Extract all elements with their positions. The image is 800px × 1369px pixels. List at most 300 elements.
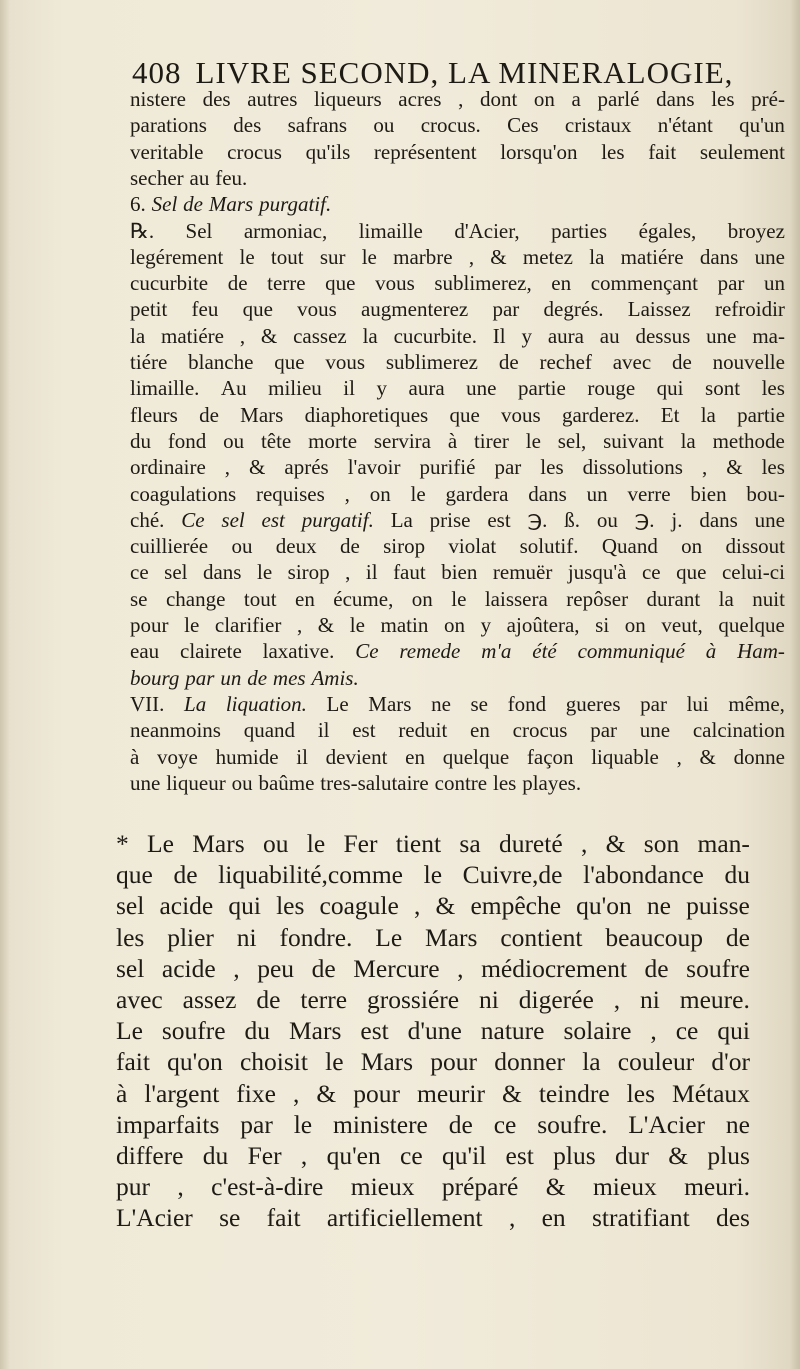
text-line [130, 665, 785, 691]
word: vous [375, 271, 415, 296]
word: du [202, 1141, 229, 1170]
word: j. [671, 507, 683, 532]
text-line [116, 1109, 750, 1140]
text-line [116, 984, 750, 1015]
word: laissera [484, 586, 548, 611]
text-line [116, 1140, 750, 1171]
word: gardera [445, 481, 509, 506]
text-line [116, 828, 750, 859]
word: pur [116, 1172, 150, 1202]
word: partie [518, 376, 566, 401]
text-line [116, 1171, 750, 1202]
word: ce [130, 560, 149, 585]
word: se [219, 1203, 241, 1233]
word: ou [373, 113, 395, 138]
word: en [405, 744, 425, 769]
word: nuit [752, 586, 785, 611]
word: qu'un [739, 113, 785, 138]
word: clarifier [214, 613, 282, 637]
word: meuri. [684, 1172, 750, 1202]
text-line [116, 890, 750, 921]
text-line [130, 586, 785, 612]
text-line [130, 270, 785, 296]
word: purifié [419, 455, 476, 480]
word: calcination [692, 718, 785, 743]
word: aura [408, 376, 445, 401]
word: , [701, 455, 708, 480]
word: est [487, 507, 511, 532]
word: acres [398, 87, 442, 111]
word: parlé [597, 87, 640, 111]
word: dans [699, 507, 738, 532]
word: Ce [181, 507, 205, 532]
word: petit [130, 297, 168, 322]
word: dans [202, 560, 242, 585]
word: qui [228, 891, 261, 921]
word: nouvelle [712, 350, 785, 374]
word: Sel [185, 218, 213, 243]
word: Mars [360, 1047, 414, 1077]
word: couleur [617, 1047, 695, 1077]
word: , [676, 744, 682, 769]
word: partie [737, 402, 785, 427]
word: feu [191, 297, 219, 322]
word: & [668, 1141, 689, 1170]
word: ß. [564, 507, 580, 532]
word: degrés. [543, 297, 604, 322]
word: cristaux [564, 113, 632, 138]
word: les [540, 455, 564, 480]
word: sel [116, 891, 145, 921]
word: par [185, 665, 215, 690]
word: & [260, 323, 278, 348]
word: , [345, 560, 351, 585]
word: tient [395, 829, 442, 858]
word: en [470, 718, 490, 743]
word: liquation. [225, 691, 307, 716]
word: Mars [368, 691, 412, 716]
word: mieux [592, 1172, 657, 1202]
word: ne [431, 691, 451, 716]
text-line [116, 1015, 750, 1046]
word: Sel [151, 192, 178, 217]
word: Il [492, 323, 506, 348]
word: par [590, 718, 618, 743]
word: façon [526, 744, 574, 769]
word: * [116, 829, 129, 858]
word: sa [459, 829, 481, 858]
text-line [130, 165, 785, 191]
word: ministere [332, 1109, 428, 1139]
word: tirer [473, 428, 509, 453]
word: fait [116, 1047, 150, 1077]
word: , [300, 1141, 308, 1170]
word: feu. [215, 165, 248, 190]
word: Ces [507, 113, 539, 138]
word: suivant [603, 428, 664, 453]
word: le [239, 244, 255, 269]
word: servira [373, 428, 431, 453]
word: rouge [587, 376, 636, 401]
text-line [116, 953, 750, 984]
page-number: 408 [132, 55, 182, 90]
word: sur [319, 244, 346, 269]
word: terre [267, 271, 306, 296]
word: qu'on [576, 891, 632, 921]
word: que [325, 271, 356, 296]
word: le [361, 244, 377, 269]
word: verre [627, 481, 671, 506]
word: assez [182, 985, 237, 1014]
word: aprés [284, 455, 329, 480]
word: requises [255, 481, 325, 506]
text-line [130, 191, 785, 217]
word: ce [675, 1016, 699, 1046]
word: crocus. [420, 113, 481, 138]
word: n'étant [657, 113, 713, 138]
word: fond [167, 428, 207, 453]
word: le [451, 586, 467, 611]
word: refroidir [714, 297, 785, 322]
word: plus [553, 1141, 596, 1170]
word: la [130, 323, 146, 348]
word: solutif. [519, 534, 579, 559]
word: baûme [258, 770, 315, 795]
word: ou [231, 534, 253, 559]
word: dont [479, 87, 518, 111]
word: liquable [591, 744, 659, 769]
word: de [339, 534, 360, 559]
word: une [754, 244, 785, 269]
word: limaille. [130, 376, 200, 401]
word: soufre [686, 953, 750, 983]
word: remuër [492, 560, 553, 585]
text-line [130, 296, 785, 322]
word: d'or [711, 1047, 750, 1077]
word: dureté [498, 829, 563, 858]
word: armoniac, [243, 218, 328, 243]
word: matin [380, 613, 429, 637]
word: la [582, 1047, 601, 1077]
word: quand [243, 718, 296, 743]
text-line [130, 744, 785, 770]
word: VII. [130, 691, 165, 716]
word: qu'il [441, 1141, 487, 1170]
word: sirop [383, 534, 426, 559]
word: le [349, 613, 365, 637]
word: une [466, 376, 497, 401]
word: reduit [398, 718, 448, 743]
word: le [525, 428, 541, 453]
word: de [725, 922, 750, 952]
word: tête [260, 428, 292, 453]
word: fondre. [279, 922, 353, 952]
word: la [680, 428, 696, 453]
word: des [715, 1203, 750, 1233]
word: La [390, 507, 413, 532]
word: cuillierée [130, 534, 209, 559]
word: Cuivre,de [462, 860, 563, 890]
word: tiére [130, 350, 168, 374]
word: ne [725, 1109, 750, 1139]
word: faut [393, 560, 426, 585]
text-line [116, 1202, 750, 1233]
word: qui [717, 1016, 750, 1046]
word: qu'en [326, 1141, 381, 1170]
word: Laissez [627, 297, 691, 322]
word: fixe [236, 1078, 276, 1108]
word: Mars [240, 402, 284, 427]
word: au [189, 165, 210, 190]
word: change [165, 586, 226, 611]
word: de [199, 402, 219, 427]
word: pré- [751, 87, 785, 111]
word: , [344, 481, 350, 506]
word: ℞. [130, 218, 155, 243]
text-line [130, 454, 785, 480]
word: Au [220, 376, 247, 401]
word: en [295, 586, 315, 611]
word: vous [325, 350, 366, 374]
word: ce [493, 1109, 517, 1139]
word: L'Acier [116, 1203, 193, 1233]
word: est [505, 1141, 534, 1170]
text-line [130, 533, 785, 559]
word: ou [231, 770, 253, 795]
word: violat [448, 534, 497, 559]
word: de [256, 985, 281, 1014]
word: repôser [566, 586, 629, 611]
word: vous [297, 297, 337, 322]
word: liqueur [166, 770, 226, 795]
word: pour [430, 1047, 478, 1077]
word: commençant [590, 271, 698, 296]
text-line [116, 1078, 750, 1109]
word: ché. [130, 507, 165, 532]
word: que [116, 860, 153, 890]
word: Métaux [672, 1078, 750, 1108]
word: a [571, 87, 581, 111]
word: avec [116, 985, 163, 1014]
word: diaphoretiques [304, 402, 429, 427]
word: on [369, 481, 391, 506]
word: dissout [725, 534, 785, 559]
word: le [293, 1109, 313, 1139]
word: & [545, 1172, 566, 1202]
word: sublimerez, [434, 271, 532, 296]
text-line [130, 402, 785, 428]
word: de [311, 953, 336, 983]
word: pour [353, 1078, 400, 1108]
word: d'Acier, [454, 218, 520, 243]
word: par [640, 691, 667, 716]
word: ordinaire [130, 455, 206, 480]
word: tres-salutaire [320, 770, 429, 795]
word: rechef [539, 350, 592, 374]
word: morte [308, 428, 358, 453]
word: fond [507, 691, 547, 716]
word: voye [157, 744, 198, 769]
word: du [130, 428, 151, 453]
text-line [130, 428, 785, 454]
word: quelque [442, 744, 510, 769]
word: dans [656, 87, 695, 111]
word: Le [116, 1016, 143, 1046]
word: c'est-à-dire [211, 1172, 324, 1202]
text-line [130, 139, 785, 165]
word: en [551, 271, 572, 296]
word: plus [707, 1141, 750, 1170]
word: vous [501, 402, 541, 427]
text-line [130, 717, 785, 743]
word: y [376, 376, 387, 401]
text-line [130, 770, 785, 796]
word: il [343, 376, 355, 401]
word: nature [480, 1016, 545, 1046]
word: écume, [333, 586, 394, 611]
word: legérement [130, 244, 224, 269]
word: milieu [268, 376, 322, 401]
text-line [130, 612, 785, 638]
word: la [700, 402, 716, 427]
word: crocus [512, 718, 568, 743]
text-line [130, 691, 785, 717]
word: au [599, 323, 620, 348]
word: on [443, 613, 465, 637]
word: , [413, 891, 421, 921]
word: , [458, 87, 464, 111]
word: Fer [247, 1141, 282, 1170]
word: les [116, 922, 145, 952]
word: humide [215, 744, 279, 769]
word: clairete [180, 639, 242, 664]
text-line [130, 323, 785, 349]
text-line [130, 218, 785, 244]
word: sel, [557, 428, 587, 453]
word: sirop [287, 560, 330, 585]
word: soufre [161, 1016, 226, 1046]
word: Mercure [353, 953, 440, 983]
word: , [468, 244, 475, 269]
text-line [116, 1046, 750, 1077]
word: playes. [522, 770, 582, 795]
word: les [601, 139, 625, 164]
word: si [595, 613, 610, 637]
word: lorsqu'on [500, 139, 578, 164]
word: veritable [130, 139, 204, 164]
word: durant [646, 586, 701, 611]
word: , [296, 613, 303, 637]
word: & [726, 455, 743, 480]
word: & [490, 244, 507, 269]
word: puisse [686, 891, 750, 921]
word: La [184, 691, 207, 716]
text-line [130, 481, 785, 507]
word: les [761, 376, 785, 401]
word: imparfaits [116, 1109, 220, 1139]
word: un [586, 481, 608, 506]
word: Amis. [311, 665, 359, 690]
word: des [233, 113, 262, 138]
word: mes [272, 665, 306, 690]
word: & [316, 1078, 337, 1108]
word: purgatif. [301, 507, 374, 532]
word: sublimerez [385, 350, 479, 374]
word: qu'ils [305, 139, 351, 164]
word: peu [257, 953, 295, 983]
word: nistere [130, 87, 186, 111]
word: mieux [350, 1172, 415, 1202]
text-line [130, 507, 785, 533]
word: contre [434, 770, 488, 795]
word: de [183, 192, 203, 217]
word: aura [547, 323, 584, 348]
word: que [676, 560, 707, 585]
word: , [508, 1203, 516, 1233]
word: purgatif. [259, 192, 332, 217]
word: représentent [373, 139, 477, 164]
word: y [521, 323, 532, 348]
word: ce [641, 560, 661, 585]
word: lui [686, 691, 709, 716]
word: meurir [416, 1078, 485, 1108]
word: son [643, 829, 680, 858]
word: ce [400, 1141, 423, 1170]
word: ni [640, 985, 660, 1014]
word: devient [325, 744, 388, 769]
word: celui-ci [721, 560, 785, 585]
word: man- [697, 829, 750, 858]
word: ℈. [527, 507, 548, 532]
word: laxative. [262, 639, 335, 664]
word: sel [116, 953, 145, 983]
page-edge-left [0, 0, 10, 1369]
word: secher [130, 165, 184, 190]
word: donner [494, 1047, 566, 1077]
word: que [274, 350, 305, 374]
word: les [711, 87, 735, 111]
word: ou [223, 428, 245, 453]
word: liqueurs [314, 87, 382, 111]
word: ne [646, 891, 671, 921]
word: veut, [661, 613, 703, 637]
word: L'Acier [628, 1109, 706, 1139]
word: teindre [538, 1078, 610, 1108]
word: se [130, 586, 148, 611]
word: le [256, 560, 273, 585]
word: dur [614, 1141, 649, 1170]
word: que [449, 402, 480, 427]
word: pour [130, 613, 169, 637]
word: est [261, 507, 285, 532]
word: garderez. [561, 402, 640, 427]
word: Fer [343, 829, 378, 858]
page-edge-right [790, 0, 800, 1369]
word: par [240, 1109, 273, 1139]
word: on [533, 87, 555, 111]
word: jusqu'à [567, 560, 627, 585]
word: cassez [293, 323, 347, 348]
word: par [717, 271, 745, 296]
word: une [639, 718, 671, 743]
word: on [624, 613, 646, 637]
word: du [724, 860, 750, 890]
word: sel [164, 560, 188, 585]
word: l'argent [144, 1078, 220, 1108]
word: il [296, 744, 308, 769]
word: autres [247, 87, 298, 111]
word: & [249, 455, 266, 480]
